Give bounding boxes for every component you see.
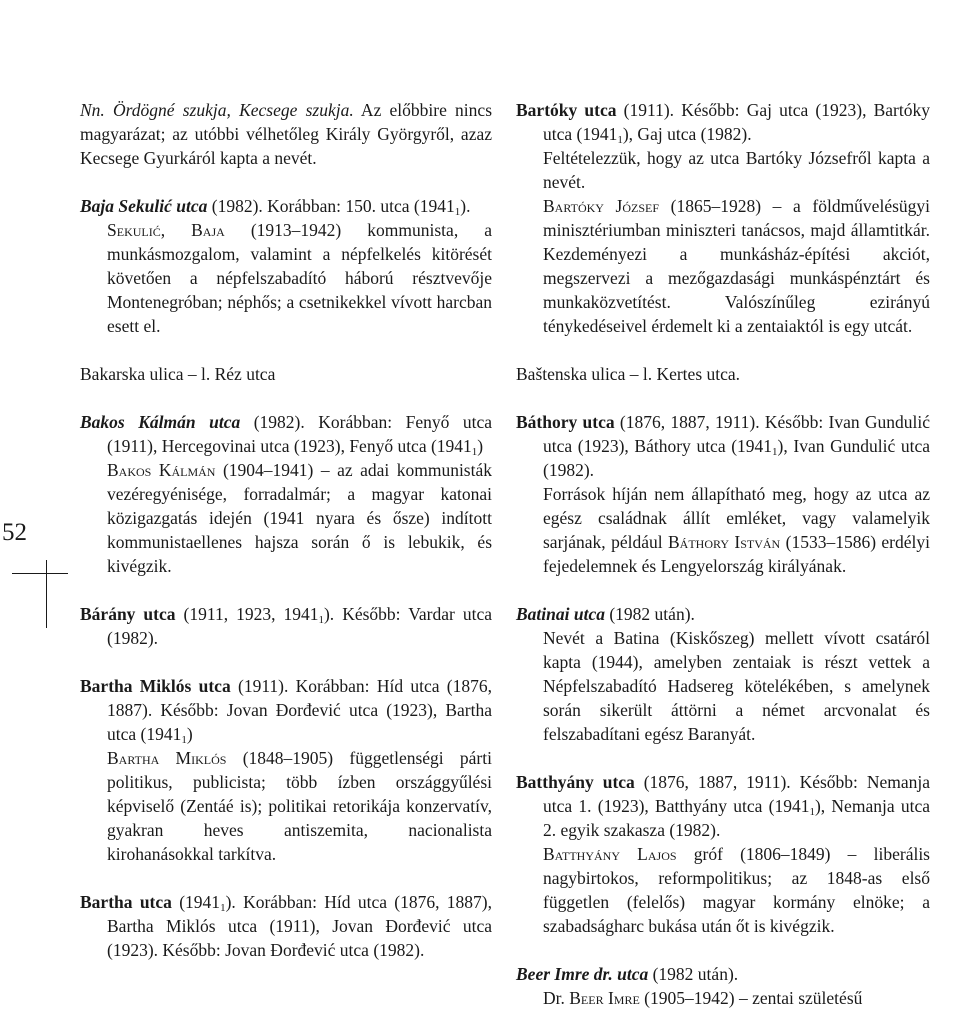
entry-batthyany-utca: Batthyány utca (1876, 1887, 1911). Később: Nemanja utca 1. (1923), Batthyány utca $(1941_1)$, Nemanja utca 2. egyik szakasza (1982). Batthyány Lajos gróf (1806–1849) – liberális nagybirtokos, reformpolitikus; az 1848-as első független (felelős) magyar kormány elnöke; a szabadságharc bukása után őt is kivégzik. (516, 772, 931, 936)
bio-text: (1533–1586) erdélyi fejedelemnek és Lengyelország királyának. (543, 532, 930, 576)
entry-dates: (1876, 1887, 1911). Később: Nemanja utca 1. (1923), Batthyány utca (1941 (543, 772, 931, 816)
subscript: 1 (617, 134, 623, 146)
crop-mark-vertical (46, 560, 47, 628)
bio-name: Beer Imre (569, 988, 640, 1008)
bio-name: Sekulić, Baja (107, 220, 225, 240)
bio-text: (1865–1928) – a földművelésügyi minisztériumban miniszteri tanácsos, majd államtitkár. Kezdeményezi a munkásház-építési akciót, megszervezi a mezőgazdasági munkáspénztárt és munkaközvetítést. Valószínűleg ezirányú ténykedéseivel érdemelt ki a zentaiaktól is egy utcát. (543, 196, 931, 336)
entry-headword: Beer Imre dr. utca (516, 964, 649, 984)
entry-headword: Bárány utca (80, 604, 176, 624)
cross-reference: Bakarska ulica – l. Réz utca (80, 364, 276, 384)
entry-dates: (1982). Korábban: Fenyő utca (1911), Hercegovinai utca (1923), Fenyő utca (1941 (107, 412, 492, 456)
entry-dates: (1982 után). (604, 604, 695, 624)
bio-name: Batthyány Lajos (543, 844, 677, 864)
crop-mark-horizontal (12, 573, 68, 574)
entry-beer-imre-dr-utca (516, 962, 930, 1010)
entry-dates: (1911, 1923, 1941 (175, 604, 319, 624)
entry-dates: (1911). Korábban: Híd utca (1876, 1887). Később: Jovan Đorđević utca (1923), Bartha utca (1941 (107, 676, 492, 744)
entry-bartha-utca: Bartha utca $(1941_1)$. Korábban: Híd utca (1876, 1887), Bartha Miklós utca (1911), Jovan Đorđević utca (1923). Később: Jovan Đorđević utca (1982). (80, 892, 493, 960)
bio-name: Bakos Kálmán (107, 460, 216, 480)
bio-intro: Dr. (543, 988, 570, 1008)
subscript: 1 (772, 446, 778, 458)
entry-dates: (1911). Később: Gaj utca (1923), Bartóky utca (1941 (543, 100, 930, 144)
entry-dates: (1982 után). (648, 964, 739, 984)
entry-headword: Batthyány utca (516, 772, 635, 792)
bio-name: Báthory István (667, 532, 781, 552)
entry-bakarska-ulica (80, 362, 492, 386)
subscript: 1 (181, 734, 187, 746)
entry-bartha-miklos-utca: Bartha Miklós utca (1911). Korábban: Híd utca (1876, 1887). Később: Jovan Đorđević utca (1923), Bartha utca $(1941_1)$ Bartha Miklós (1848–1905) függetlenségi párti politikus, publicista; több ízben országgyűlési képviselő (Zentáé is); politikai retorikája konzervatív, gyakran heves antiszemita, nacionalista kirohanásokkal tarkítva. (80, 676, 492, 864)
entry-headword: Bakos Kálmán utca (80, 412, 241, 432)
entry-bathory-utca: Báthory utca (1876, 1887, 1911). Később: Ivan Gundulić utca (1923), Báthory utca $(1941_1)$, Ivan Gundulić utca (1982). Források híján nem állapítható meg, hogy az utca az egész családnak állít emléket, vagy valamelyik sarjának, például Báthory István (1533–1586) erdélyi fejedelemnek és Lengyelország királyának. (516, 412, 931, 576)
entry-headword: Bartha utca (80, 892, 172, 912)
entry-bastenska-ulica (516, 362, 930, 386)
bio-text: gróf (1806–1849) – liberális nagybirtokos, reformpolitikus; az 1848-as első független (felelős) magyar kormány elnöke; a szabadságharc bukása után őt is kivégzik. (543, 844, 930, 936)
bio-intro: Források híján nem állapítható meg, hogy az utca az egész családnak állít emléket, vagy valamelyik sarjának, például (543, 484, 930, 552)
page-number: 52 (2, 519, 27, 546)
right-column (516, 98, 930, 1034)
entry-bartoky-utca: Bartóky utca (1911). Később: Gaj utca (1923), Bartóky utca $(1941_1)$, Gaj utca (1982). Feltételezzük, hogy az utca Bartóky Józsefről kapta a nevét. Bartóky József (1865–1928) – a földművelésügyi minisztériumban miniszteri tanácsos, majd államtitkár. Kezdeményezi a munkásház-építési akciót, megszervezi a mezőgazdasági munkáspénztárt és munkaközvetítést. Valószínűleg ezirányú ténykedéseivel érdemelt ki a zentaiaktól is egy utcát. (516, 100, 931, 336)
entry-bakos-kalman-utca: Bakos Kálmán utca (1982). Korábban: Fenyő utca (1911), Hercegovinai utca (1923), Fenyő utca $(1941_1)$ Bakos Kálmán (1904–1941) – az adai kommunisták vezéregyénisége, forradalmár; a magyar katonai közigazgatás idején (1941 nyara és ősze) indított kommunistaellenes hajsza során ő is lebukik, és kivégzik. (80, 412, 492, 576)
entry-headword: Baja Sekulić utca (80, 196, 208, 216)
entry-barany-utca: Bárány utca (1911, 1923, $1941_1$). Később: Vardar utca (1982). (80, 604, 493, 648)
subscript: 1 (220, 902, 226, 914)
entry-dates: (1941 (171, 892, 221, 912)
entry-headword: Báthory utca (516, 412, 615, 432)
entry-dates: (1982). Korábban: 150. utca (1941 (207, 196, 455, 216)
subscript: 1 (454, 206, 461, 218)
cross-reference: Baštenska ulica – l. Kertes utca. (516, 364, 741, 384)
bio-text: (1913–1942) kommunista, a munkásmozgalom, valamint a népfelkelés kitörését követően a népfelszabadító háború résztvevője Montenegróban; néphős; a csetnikekkel vívott harcban esett el. (107, 220, 492, 336)
entry-baja-sekulic-utca: Baja Sekulić utca (1982). Korábban: 150. utca $(1941_1)$. Sekulić, Baja (1913–1942) kommunista, a munkásmozgalom, valamint a népfelkelés kitörését követően a népfelszabadító háború résztvevője Montenegróban; néphős; a csetnikekkel vívott harcban esett el. (80, 196, 492, 336)
intro-lead: Nn. Ördögné szukja, Kecsege szukja. (80, 100, 354, 120)
bio-name: Bartha Miklós (107, 748, 227, 768)
bio-name: Bartóky József (543, 196, 660, 216)
bio-text: (1905–1942) – zentai születésű (639, 988, 863, 1008)
left-column (80, 98, 492, 986)
entry-intro-note (80, 98, 492, 170)
subscript: 1 (471, 446, 478, 458)
entry-headword: Batinai utca (516, 604, 605, 624)
entry-headword: Bartóky utca (516, 100, 617, 120)
subscript: 1 (809, 806, 815, 818)
bio-text: (1904–1941) – az adai kommunisták vezéregyénisége, forradalmár; a magyar katonai közigazgatás idején (1941 nyara és ősze) indított kommunistaellenes hajsza során ő is lebukik, és kivégzik. (107, 460, 492, 576)
bio-text: (1848–1905) függetlenségi párti politikus, publicista; több ízben országgyűlési képviselő (Zentáé is); politikai retorikája konzervatív, gyakran heves antiszemita, nacionalista kirohanásokkal tarkítva. (107, 748, 492, 864)
subscript: 1 (318, 614, 324, 626)
entry-batinai-utca (516, 602, 930, 746)
entry-dates: (1876, 1887, 1911). Később: Ivan Gundulić utca (1923), Báthory utca (1941 (543, 412, 931, 456)
intro-text: Az előbbire nincs magyarázat; az utóbbi vélhetőleg Király Györgyről, azaz Kecsege Gyurkáról kapta a nevét. (80, 100, 493, 168)
entry-note: Feltételezzük, hogy az utca Bartóky Józsefről kapta a nevét. (543, 148, 930, 192)
entry-note: Nevét a Batina (Kiskőszeg) mellett vívott csatáról kapta (1944), amelyben zentaiak is részt vettek a Népfelszabadító Hadsereg kötelékében, s amelynek során sikerült áttörni a német arcvonalat és felszabadítani egész Baranyát. (543, 628, 930, 744)
entry-headword: Bartha Miklós utca (80, 676, 231, 696)
